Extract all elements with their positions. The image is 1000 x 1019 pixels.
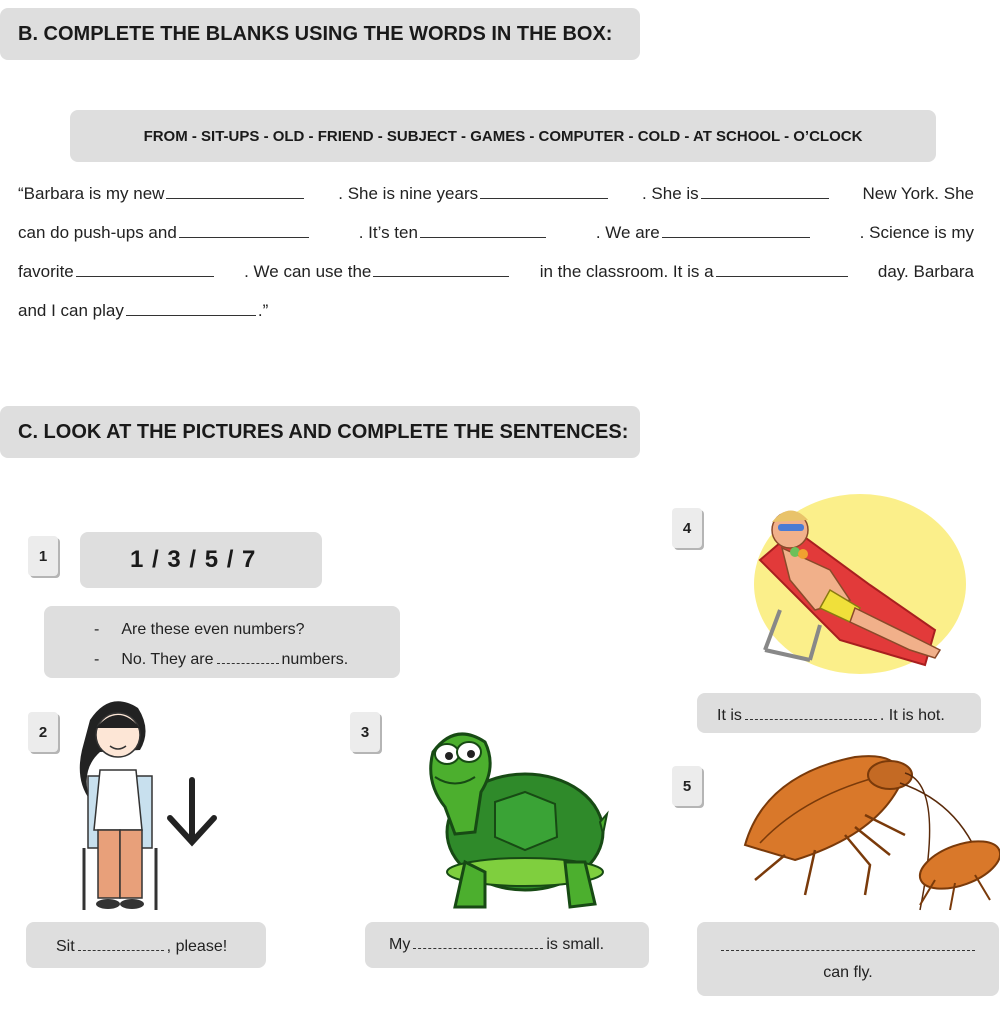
item2-text-end: , please!: [166, 938, 228, 955]
item4-sentence-box: [697, 693, 981, 733]
answer-blank[interactable]: [662, 219, 810, 238]
cloze-line-3: [18, 252, 974, 291]
item2-sentence: [56, 936, 227, 956]
item5-sentence-box: [697, 922, 999, 996]
item5-sentence: [697, 964, 999, 982]
cloze-text: in the classroom. It is a: [539, 262, 714, 281]
sunbathing-man-illustration: [720, 490, 970, 680]
cloze-text: New York. She: [862, 184, 974, 203]
cloze-text: . She is: [641, 184, 699, 203]
answer-blank[interactable]: [76, 258, 214, 277]
item4-text-start: It is: [717, 707, 742, 724]
answer-blank[interactable]: [78, 936, 164, 951]
answer-blank[interactable]: [126, 297, 256, 316]
answer-blank[interactable]: [716, 258, 848, 277]
item2-sentence-box: [26, 922, 266, 968]
item3-text-start: My: [389, 936, 411, 953]
word-box: [70, 110, 936, 162]
cloze-paragraph: [18, 174, 974, 330]
dialog-answer-start: No. They are: [121, 651, 214, 668]
item-number-3: 3: [350, 712, 380, 752]
word-box-text: FROM - SIT-UPS - OLD - FRIEND - SUBJECT - GAMES - COMPUTER - COLD - AT SCHOOL - O’CLOCK: [143, 127, 863, 145]
cloze-text: can do push-ups and: [18, 223, 177, 242]
dialog-box: [44, 606, 400, 678]
cloze-line-2: [18, 213, 974, 252]
cloze-text: . We can use the: [244, 262, 372, 281]
cloze-text: . She is nine years: [338, 184, 479, 203]
dialog-question: Are these even numbers?: [121, 621, 305, 638]
dialog-dash: -: [94, 621, 100, 638]
answer-blank[interactable]: [480, 180, 608, 199]
cloze-text: favorite: [18, 262, 74, 281]
answer-blank[interactable]: [420, 219, 546, 238]
answer-blank[interactable]: [745, 705, 877, 720]
cloze-text: . It’s ten: [358, 223, 418, 242]
item3-sentence: [389, 934, 604, 954]
dialog-line-1: [94, 621, 305, 639]
cloze-line-1: [18, 174, 974, 213]
cockroach-illustration: [705, 745, 1000, 920]
dialog-answer-end: numbers.: [281, 651, 349, 668]
section-b-title: [0, 8, 640, 60]
cloze-text: . Science is my: [859, 223, 974, 242]
turtle-illustration: [385, 722, 610, 917]
item3-sentence-box: [365, 922, 649, 968]
item5-text-end: can fly.: [823, 964, 873, 981]
item-number-4: 4: [672, 508, 702, 548]
cloze-text: day. Barbara: [877, 262, 974, 281]
dialog-line-2: [94, 649, 348, 669]
cloze-text: . We are: [595, 223, 660, 242]
item4-text-end: . It is hot.: [879, 707, 945, 724]
answer-blank[interactable]: [217, 649, 279, 664]
section-c-title: [0, 406, 640, 458]
answer-blank[interactable]: [413, 934, 543, 949]
dialog-dash: -: [94, 651, 100, 668]
section-b-title-text: B. COMPLETE THE BLANKS USING THE WORDS IN THE BOX:: [18, 22, 613, 45]
item-number-5: 5: [672, 766, 702, 806]
answer-blank[interactable]: [179, 219, 309, 238]
cloze-text: .”: [257, 301, 269, 320]
item2-text-start: Sit: [56, 938, 75, 955]
cloze-text: “Barbara is my new: [18, 184, 165, 203]
numbers-box-text: 1 / 3 / 5 / 7: [130, 546, 257, 573]
numbers-box: [80, 532, 322, 588]
item-number-2: 2: [28, 712, 58, 752]
answer-blank[interactable]: [166, 180, 304, 199]
answer-blank[interactable]: [373, 258, 509, 277]
section-c-title-text: C. LOOK AT THE PICTURES AND COMPLETE THE SENTENCES:: [18, 420, 629, 443]
cloze-text: and I can play: [18, 301, 124, 320]
answer-blank[interactable]: [701, 180, 829, 199]
item5-answer-line[interactable]: [721, 934, 975, 951]
item-number-1: 1: [28, 536, 58, 576]
cloze-line-4: [18, 291, 974, 330]
sitting-girl-illustration: [70, 690, 230, 915]
item4-sentence: [717, 705, 945, 725]
item3-text-end: is small.: [546, 936, 605, 953]
